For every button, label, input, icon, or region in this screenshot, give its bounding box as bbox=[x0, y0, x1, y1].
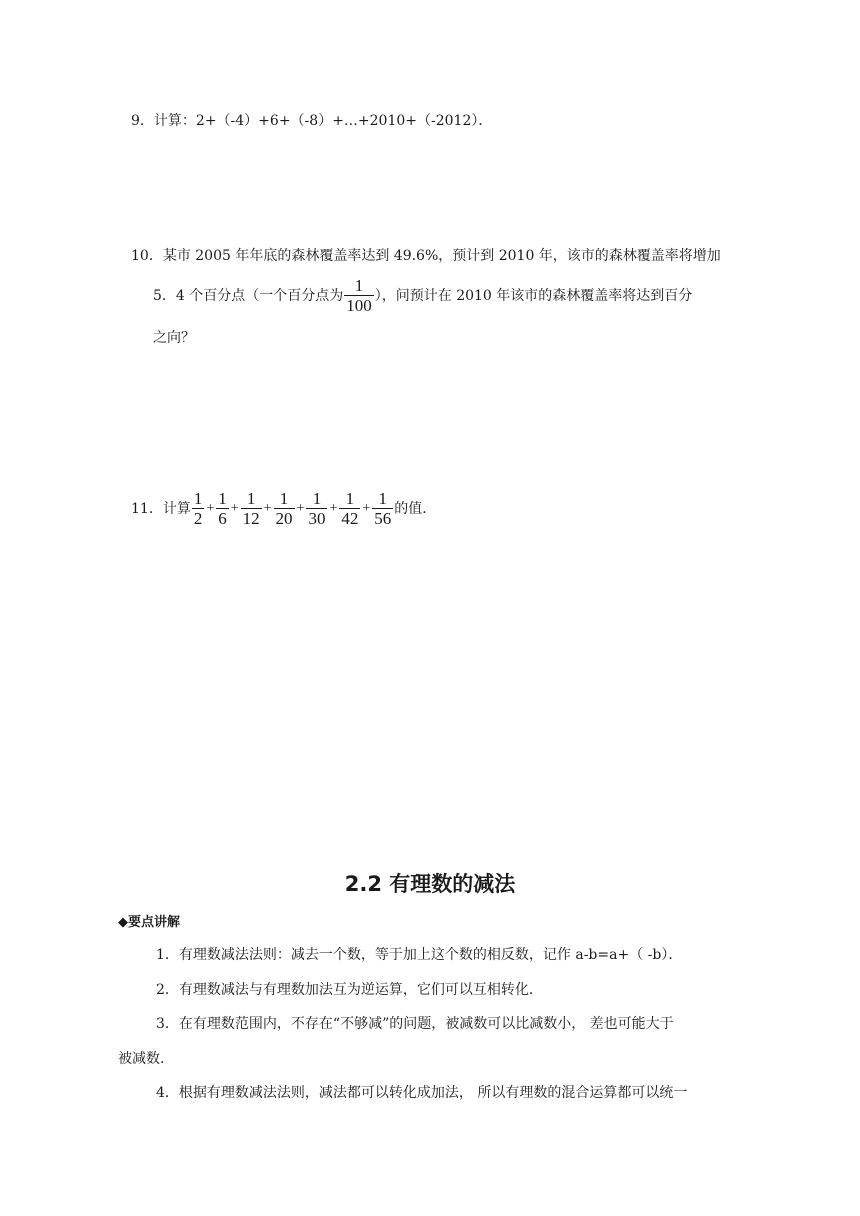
fraction-numerator: 1 bbox=[378, 489, 388, 508]
point-3: 3．在有理数范围内，不存在“不够减”的问题，被减数可以比减数小， 差也可能大于 bbox=[156, 1016, 674, 1032]
fraction-term bbox=[306, 489, 327, 528]
point-3-continued: 被减数． bbox=[118, 1051, 174, 1067]
question-9: 9．计算：2+（-4）+6+（-8）+…+2010+（-2012）． bbox=[131, 113, 493, 129]
question-10-line-1: 10．某市 2005 年年底的森林覆盖率达到 49.6%，预计到 2010 年，该市的森林覆盖率将增加 bbox=[131, 248, 721, 264]
fraction-numerator: 1 bbox=[279, 489, 289, 508]
point-2: 2．有理数减法与有理数加法互为逆运算，它们可以互相转化． bbox=[156, 982, 543, 998]
plus-sign: + bbox=[206, 500, 215, 516]
question-11-prefix: 11．计算 bbox=[131, 500, 191, 517]
fraction-term bbox=[241, 489, 262, 528]
fraction-denominator: 100 bbox=[346, 296, 372, 315]
question-11-suffix: 的值． bbox=[394, 500, 437, 517]
fraction-denominator: 20 bbox=[275, 509, 293, 528]
question-10-text-before: 5．4 个百分点（一个百分点为 bbox=[153, 287, 344, 304]
fraction-numerator: 1 bbox=[345, 489, 355, 508]
question-10-line-3: 之向？ bbox=[153, 330, 195, 346]
plus-sign: + bbox=[329, 500, 338, 516]
question-10-line-2 bbox=[153, 276, 692, 315]
fraction-numerator: 1 bbox=[193, 489, 203, 508]
fraction-term bbox=[192, 489, 205, 528]
fraction-numerator: 1 bbox=[312, 489, 322, 508]
fraction-denominator: 42 bbox=[341, 509, 359, 528]
fraction-term bbox=[339, 489, 360, 528]
point-4: 4．根据有理数减法法则，减法都可以转化成加法， 所以有理数的混合运算都可以统一 bbox=[156, 1085, 688, 1101]
fraction-numerator: 1 bbox=[218, 489, 227, 508]
fraction-term bbox=[274, 489, 295, 528]
fraction-denominator: 2 bbox=[193, 509, 203, 528]
fraction-term bbox=[372, 489, 393, 528]
plus-sign: + bbox=[296, 500, 305, 516]
section-heading: ◆要点讲解 bbox=[118, 915, 180, 930]
fraction-denominator: 6 bbox=[218, 509, 227, 528]
fraction-numerator: 1 bbox=[246, 489, 256, 508]
plus-sign: + bbox=[230, 500, 239, 516]
plus-sign: + bbox=[362, 500, 371, 516]
section-title: 2.2 有理数的减法 bbox=[344, 872, 516, 896]
fraction-denominator: 12 bbox=[242, 509, 260, 528]
fraction-term bbox=[216, 489, 229, 528]
question-10-text-after: ），问预计在 2010 年该市的森林覆盖率将达到百分 bbox=[374, 287, 693, 304]
fraction-denominator: 56 bbox=[374, 509, 392, 528]
question-11-expression bbox=[191, 489, 394, 528]
point-1: 1．有理数减法法则：减去一个数，等于加上这个数的相反数，记作 a-b=a+（ -b）． bbox=[156, 947, 683, 963]
fraction-one-hundredth bbox=[344, 276, 374, 315]
fraction-numerator: 1 bbox=[354, 276, 364, 295]
plus-sign: + bbox=[263, 500, 272, 516]
fraction-denominator: 30 bbox=[308, 509, 326, 528]
question-11 bbox=[131, 489, 436, 528]
